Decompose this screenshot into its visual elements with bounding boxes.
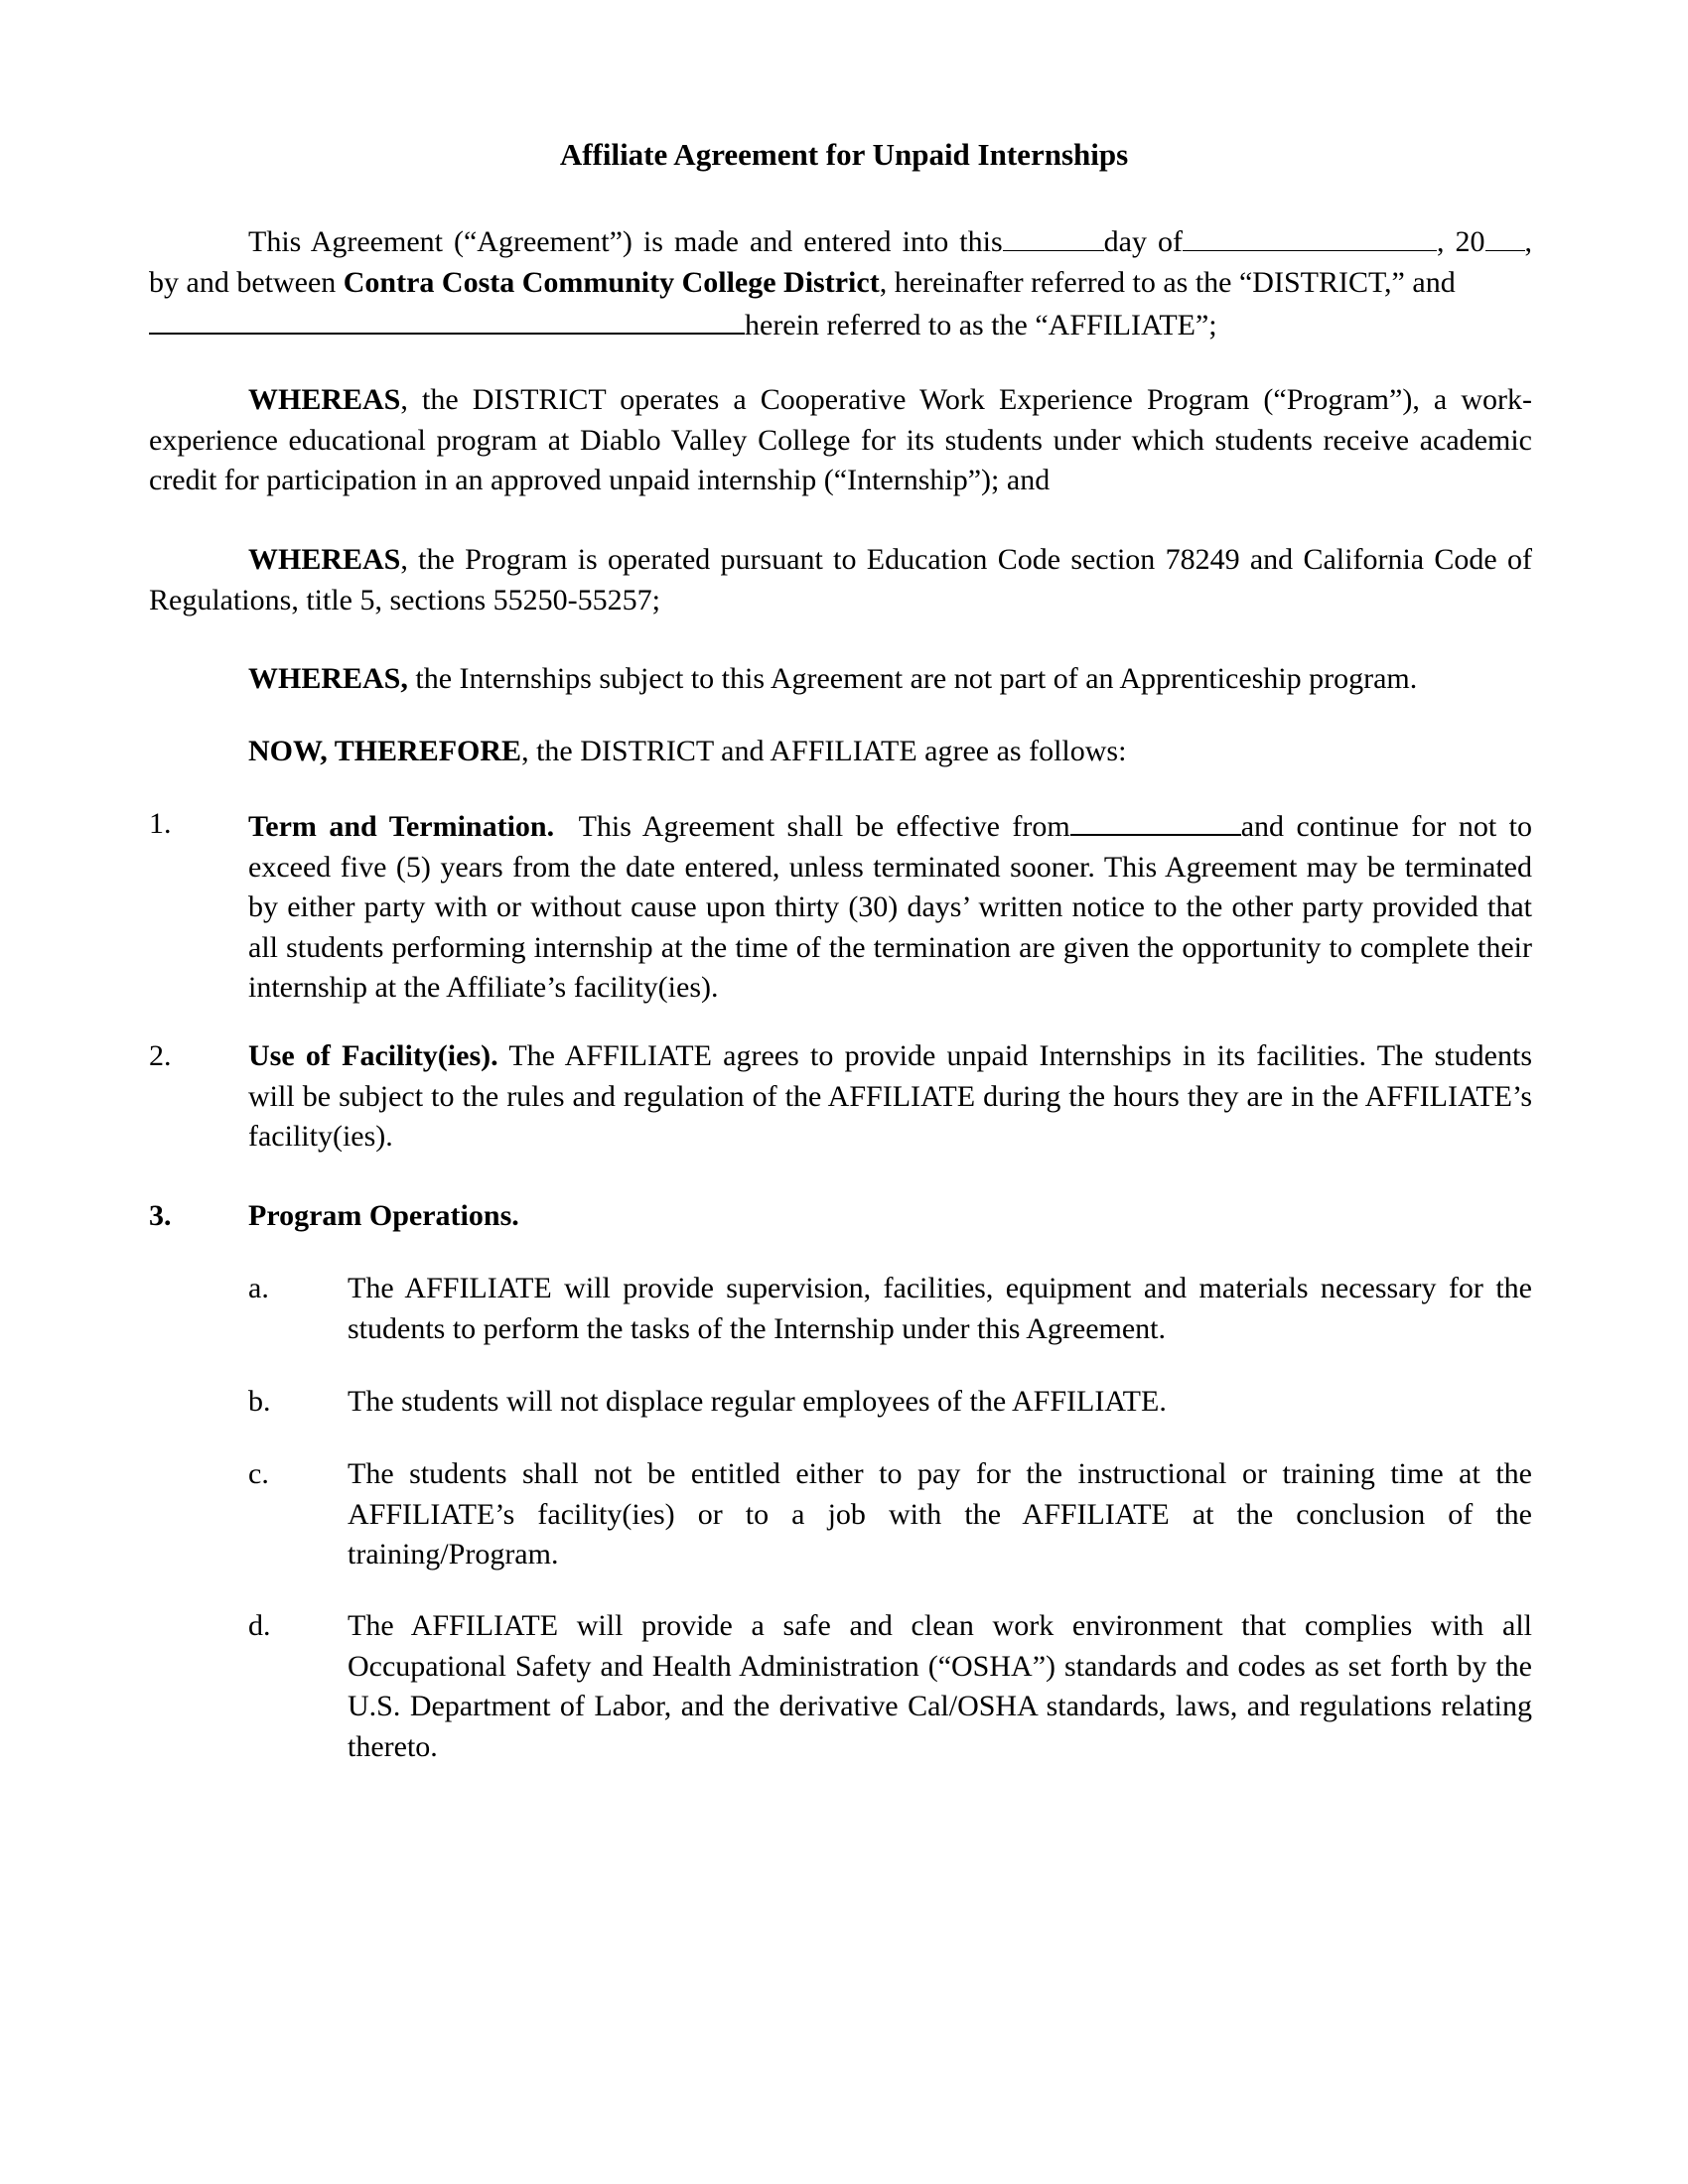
whereas-paragraph-1 bbox=[149, 380, 1532, 501]
section-2-heading: Use of Facility(ies). bbox=[248, 1039, 498, 1072]
district-name: Contra Costa Community College District bbox=[343, 265, 880, 299]
whereas-2-text: , the Program is operated pursuant to Education Code section 78249 and California Code of Regulations, title 5, sections 55250-55257; bbox=[149, 543, 1532, 616]
item-b-text: The students will not displace regular employees of the AFFILIATE. bbox=[348, 1385, 1167, 1418]
intro-text-2: day of bbox=[1103, 225, 1183, 258]
section-2-number: 2. bbox=[149, 1039, 172, 1072]
intro-paragraph bbox=[149, 220, 1532, 346]
section-3-body bbox=[248, 1196, 1532, 1237]
section-1-body bbox=[248, 804, 1532, 1009]
whereas-2-lead: WHEREAS bbox=[248, 543, 401, 576]
section-3-heading: Program Operations. bbox=[248, 1199, 519, 1232]
section-2-text: The AFFILIATE agrees to provide unpaid Internships in its facilities. The students will be subject to the rules and regulation of the AFFILIATE during the hours they are in the AFFILIATE’s facility(ies). bbox=[248, 1039, 1532, 1153]
intro-text-5: by and between bbox=[149, 265, 337, 299]
section-1-text-b: and continue for not to exceed five (5) years from the date entered, unless terminated sooner. This Agreement may be terminated by either party with or without cause upon thirty (30) days’ written notice to the other party provided that all students performing internship at the time of the termination are given the opportunity to complete their internship at the Affiliate’s facility(ies). bbox=[248, 810, 1532, 1004]
whereas-1-lead: WHEREAS bbox=[248, 383, 401, 416]
now-therefore-text: , the DISTRICT and AFFILIATE agree as follows: bbox=[521, 735, 1127, 767]
whereas-paragraph-3 bbox=[149, 659, 1532, 700]
item-c-text: The students shall not be entitled either to pay for the instructional or training time at the AFFILIATE’s facility(ies) or to a job with the AFFILIATE at the conclusion of the training/Program. bbox=[348, 1457, 1532, 1570]
document-title: Affiliate Agreement for Unpaid Internships bbox=[559, 137, 1129, 172]
item-d-text: The AFFILIATE will provide a safe and clean work environment that complies with all Occupational Safety and Health Administration (“OSHA”) standards and codes as set forth by the U.S. Department of Labor, and the derivative Cal/OSHA standards, laws, and regulations relating thereto. bbox=[348, 1609, 1532, 1763]
whereas-3-lead: WHEREAS, bbox=[248, 662, 408, 695]
section-2-body bbox=[248, 1036, 1532, 1158]
month-blank[interactable] bbox=[1183, 220, 1437, 251]
item-d-letter: d. bbox=[248, 1609, 271, 1642]
whereas-3-text: the Internships subject to this Agreement are not part of an Apprenticeship program. bbox=[407, 662, 1418, 695]
section-1-number: 1. bbox=[149, 807, 172, 840]
intro-text-4: , bbox=[1524, 225, 1532, 258]
item-b-letter: b. bbox=[248, 1385, 271, 1418]
whereas-1-text: , the DISTRICT operates a Cooperative Work Experience Program (“Program”), a work-experience educational program at Diablo Valley College for its students under which students receive academic credit for participation in an approved unpaid internship (“Internship”); and bbox=[149, 383, 1532, 496]
item-a-text: The AFFILIATE will provide supervision, facilities, equipment and materials necessary for the students to perform the tasks of the Internship under this Agreement. bbox=[348, 1272, 1532, 1345]
now-therefore-lead: NOW, THEREFORE bbox=[248, 735, 522, 767]
intro-text-7: herein referred to as the “AFFILIATE”; bbox=[745, 309, 1217, 341]
intro-text-6: , hereinafter referred to as the “DISTRICT,” and bbox=[879, 265, 1456, 299]
section-3-number: 3. bbox=[149, 1199, 172, 1232]
whereas-paragraph-2 bbox=[149, 540, 1532, 620]
now-therefore-paragraph bbox=[149, 732, 1532, 772]
item-c-letter: c. bbox=[248, 1457, 269, 1490]
section-1-text-a: This Agreement shall be effective from bbox=[578, 810, 1070, 843]
year-blank[interactable] bbox=[1485, 220, 1525, 251]
affiliate-name-blank[interactable] bbox=[149, 303, 745, 335]
section-1-heading: Term and Termination. bbox=[248, 810, 555, 843]
intro-text-3: , 20 bbox=[1436, 225, 1485, 258]
intro-text-1: This Agreement (“Agreement”) is made and entered into this bbox=[248, 225, 1003, 258]
effective-date-blank[interactable] bbox=[1070, 804, 1241, 836]
day-blank[interactable] bbox=[1003, 220, 1104, 251]
item-a-letter: a. bbox=[248, 1272, 269, 1304]
